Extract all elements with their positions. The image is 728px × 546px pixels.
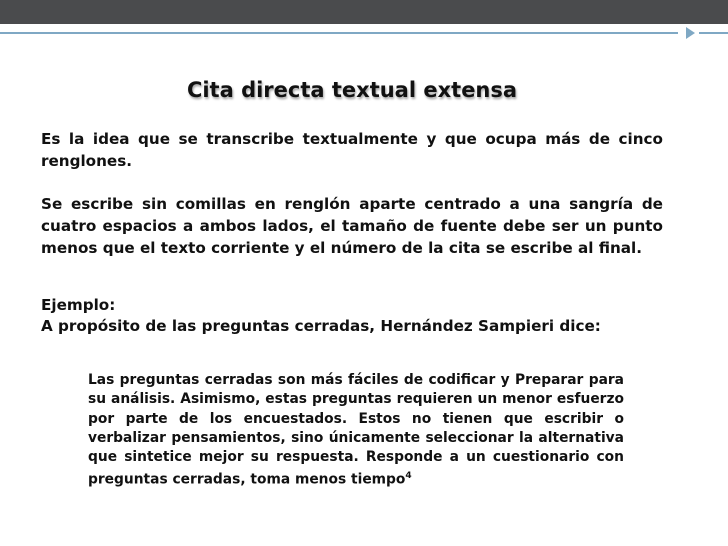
arrow-right-icon	[686, 27, 695, 39]
example-intro: A propósito de las preguntas cerradas, Hernández Sampieri dice:	[41, 317, 601, 335]
slide-title: Cita directa textual extensa	[186, 78, 518, 102]
format-rules-text: Se escribe sin comillas en renglón aparte centrado a una sangría de cuatro espacios a ambos lados, el tamaño de fuente debe ser un punto menos que el texto corriente y el número de la cita se escribe al final.	[41, 195, 663, 257]
top-bar	[0, 0, 728, 24]
example-label: Ejemplo:	[41, 296, 116, 314]
footnote-number: 4	[405, 471, 412, 482]
accent-line-short	[699, 32, 728, 34]
accent-line	[0, 32, 678, 34]
quote-text: Las preguntas cerradas son más fáciles de codificar y Preparar para su análisis. Asimismo, estas preguntas requieren un menor esfuerzo por parte de los encuestados. Estos no tienen que escribir o verbalizar pensamientos, sino únicamente seleccionar la alternativa que sintetice mejor su respuesta. Responde a un cuestionario con preguntas cerradas, toma menos tiempo	[88, 372, 624, 489]
block-quote	[88, 371, 624, 490]
definition-text: Es la idea que se transcribe textualmente y que ocupa más de cinco renglones.	[41, 130, 663, 170]
